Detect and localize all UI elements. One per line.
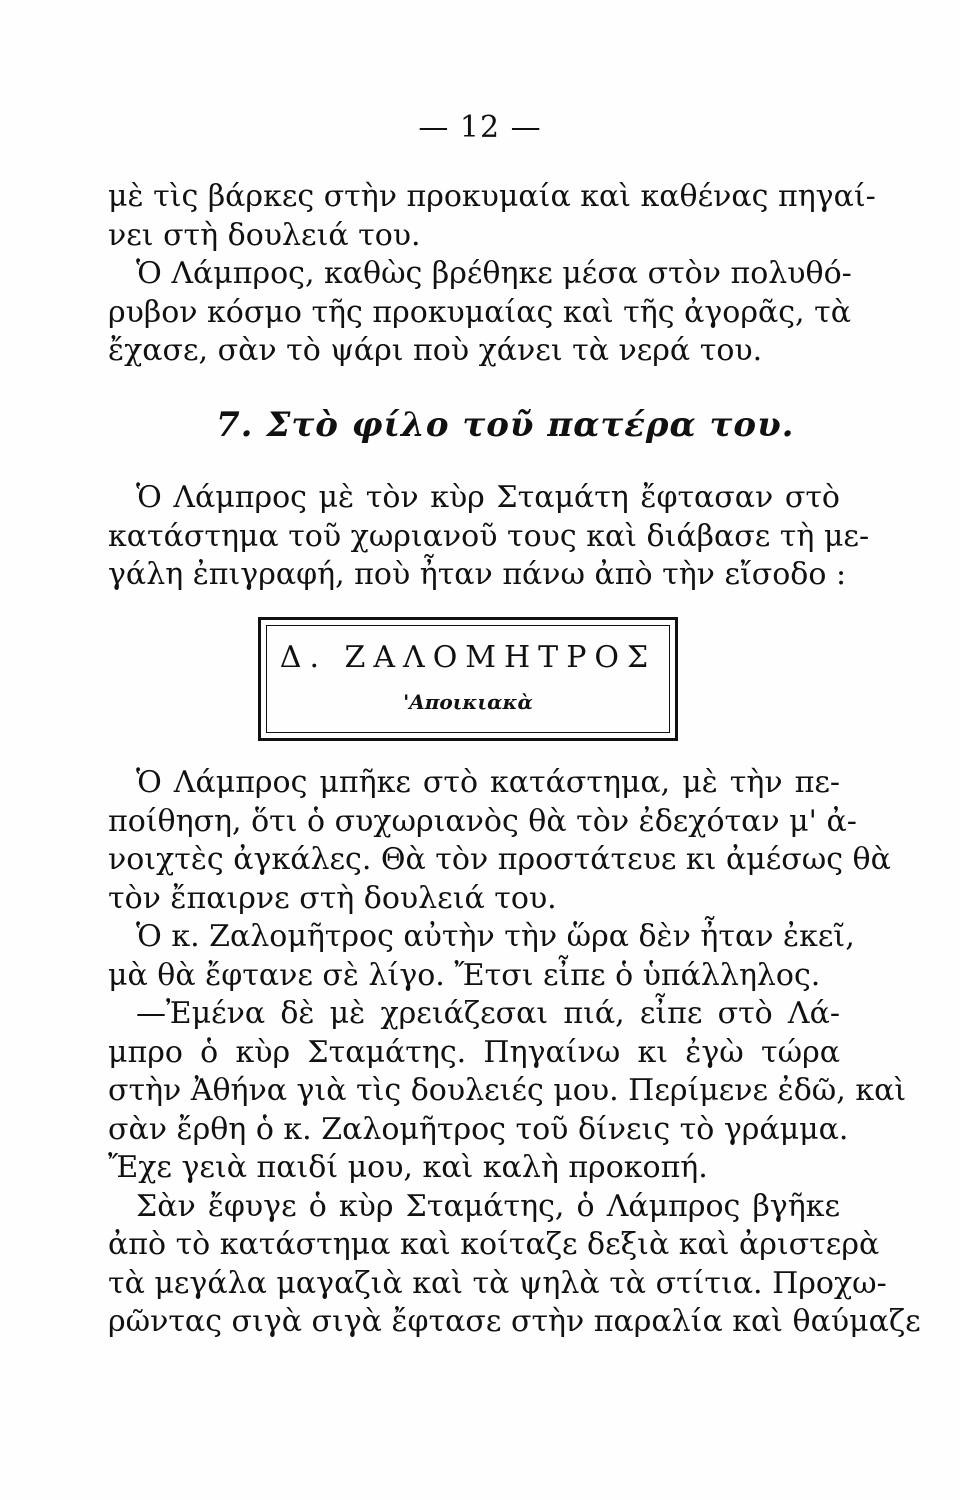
shop-sign <box>258 617 678 741</box>
page-number: — 12 — <box>418 110 542 145</box>
text-line: Σὰν ἔφυγε ὁ κὺρ Σταμάτης, ὁ Λάμπρος βγῆκε <box>136 1188 840 1224</box>
text-line: Ἔχε γειὰ παιδί μου, καὶ καλὴ προκοπή. <box>108 1150 708 1185</box>
text-line: νει στὴ δουλειά του. <box>108 217 421 253</box>
text-line: Ὁ Λάμπρος μπῆκε στὸ κατάστημα, μὲ τὴν πε- <box>136 765 840 800</box>
text-line: στὴν Ἀθήνα γιὰ τὶς δουλειές μου. Περίμενε ἐδῶ, καὶ <box>108 1073 907 1108</box>
text-line: —Ἐμένα δὲ μὲ χρειάζεσαι πιά, εἶπε στὸ Λά- <box>136 996 840 1031</box>
paragraph-block-middle <box>108 479 870 595</box>
text-line: γάλη ἐπιγραφή, ποὺ ἦταν πάνω ἀπὸ τὴν εἴσοδο : <box>108 557 847 592</box>
text-line: ποίθηση, ὅτι ὁ συχωριανὸς θὰ τὸν ἐδεχόταν μ' ἀ- <box>108 803 857 839</box>
text-line: σὰν ἔρθη ὁ κ. Ζαλομῆτρος τοῦ δίνεις τὸ γράμμα. <box>108 1111 849 1147</box>
text-line: κατάστημα τοῦ χωριανοῦ τους καὶ διάβασε τὴ με- <box>108 518 870 554</box>
text-line: μπρο ὁ κὺρ Σταμάτης. Πηγαίνω κι ἐγὼ τώρα <box>108 1034 840 1070</box>
text-line: ρυβον κόσμο τῆς προκυμαίας καὶ τῆς ἀγορᾶς, τὰ <box>108 294 851 330</box>
paragraph-block-top <box>108 178 876 371</box>
shop-sign-subtitle: 'Αποικιακὰ <box>403 690 533 714</box>
text-line: μὰ θὰ ἔφτανε σὲ λίγο. Ἔτσι εἶπε ὁ ὑπάλληλος. <box>108 957 821 993</box>
text-line: Ὁ Λάμπρος, καθὼς βρέθηκε μέσα στὸν πολυθό- <box>136 256 852 291</box>
text-line: ἔχασε, σὰν τὸ ψάρι ποὺ χάνει τὰ νερά του. <box>108 333 763 368</box>
text-line: ρῶντας σιγὰ σιγὰ ἔφτασε στὴν παραλία καὶ θαύμαζε <box>108 1304 921 1339</box>
text-line: μὲ τὶς βάρκες στὴν προκυμαία καὶ καθένας πηγαί- <box>108 179 876 214</box>
text-line: τὸν ἔπαιρνε στὴ δουλειά του. <box>108 880 557 916</box>
text-line: Ὁ κ. Ζαλομῆτρος αὐτὴν τὴν ὥρα δὲν ἦταν ἐκεῖ, <box>136 919 855 954</box>
text-line: τὰ μεγάλα μαγαζιὰ καὶ τὰ ψηλὰ τὰ στίτια. Προχω- <box>108 1265 887 1301</box>
text-line: ἀπὸ τὸ κατάστημα καὶ κοίταζε δεξιὰ καὶ ἀριστερὰ <box>108 1227 880 1262</box>
paragraph-block-bottom <box>108 764 921 1342</box>
section-heading: 7. Στὸ φίλο τοῦ πατέρα του. <box>216 405 795 445</box>
shop-sign-name: Δ. ΖΑΛΟΜΗΤΡΟΣ <box>279 640 657 675</box>
text-line: νοιχτὲς ἀγκάλες. Θὰ τὸν προστάτευε κι ἀμέσως θὰ <box>108 842 891 877</box>
text-line: Ὁ Λάμπρος μὲ τὸν κὺρ Σταμάτη ἔφτασαν στὸ <box>136 480 840 515</box>
